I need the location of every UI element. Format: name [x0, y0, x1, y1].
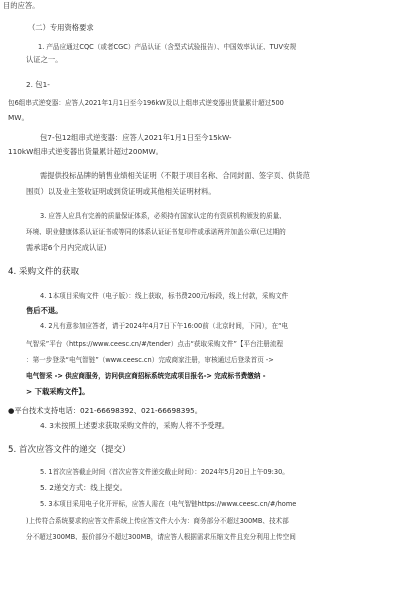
text-line: 认证之一。: [26, 55, 63, 64]
text-line: 围页）以及业主签收证明或到货证明或其他相关证明材料。: [26, 187, 216, 196]
text-line: )上传符合系统要求的应答文件系统上传应答文件大小为：商务部分不超过300MB、技术部: [26, 517, 289, 525]
text-line: 电气智采 -> 供应商服务，访问供应商招标系统完成项目报名-> 完成标书费缴纳 -: [26, 372, 266, 380]
text-line: 售后不退。: [26, 306, 63, 315]
section-heading: 4. 采购文件的获取: [8, 267, 80, 277]
text-line: 分不超过300MB、报价部分不超过300MB，请应答人根据需求压缩文件且充分利用上传空间: [26, 533, 296, 541]
text-line: 110kW组串式逆变器出货量累计超过200MW。: [8, 147, 163, 156]
section-subheading: （二）专用资格要求: [28, 23, 94, 32]
text-line: 包7-包12组串式逆变器：应答人2021年1月1日至今15kW-: [40, 133, 232, 142]
text-line: > 下载采购文件】。: [26, 387, 90, 396]
text-line: 需承诺6个月内完成认证): [26, 243, 107, 252]
text-line: 5. 1首次应答截止时间（首次应答文件递交截止时间）：2024年5月20日上午09:30。: [40, 468, 289, 476]
section-heading: 5. 首次应答文件的递交（提交）: [8, 445, 131, 455]
text-line: 需提供投标品牌的销售业绩相关证明（不限于项目名称、合同封面、签字页、供货范: [40, 171, 310, 180]
text-line: 包6组串式逆变器：应答人2021年1月1日至今196kW及以上组串式逆变器出货量累计超过500: [8, 99, 284, 107]
text-line: 4. 3未按照上述要求获取采购文件的，采购人将不予受理。: [40, 421, 230, 430]
text-line: 4. 2凡有意参加应答者，请于2024年4月7日下午16:00前（北京时间，下同），在“电: [40, 322, 289, 330]
text-line: 气智采”平台（https://www.ceesc.cn/#/tender）点击“获取采购文件”【平台注册流程: [26, 340, 284, 348]
text-line: 5. 3本项目采用电子化开评标，应答人需在（电气智链https://www.ceesc.cn/#/home: [40, 500, 297, 508]
text-line: 5. 2递交方式：线上提交。: [40, 483, 127, 492]
text-line: 2. 包1-: [26, 80, 50, 89]
text-line: 3. 应答人应具有完善的质量保证体系，必须持有国家认定的有资质机构颁发的质量、: [40, 212, 286, 220]
text-line: 1. 产品应通过CQC（或者CGC）产品认证（含型式试验报告）、中国效率认证、TUV安规: [38, 43, 297, 51]
text-line: MW。: [8, 113, 29, 122]
support-phone-line: ●平台技术支持电话：021-66698392、021-66698395。: [8, 406, 203, 415]
text-line: ：第一步登录“电气智链”（www.ceesc.cn）完成商家注册，审核通过后登录首页 ->: [26, 356, 274, 364]
text-line: 4. 1本项目采购文件（电子版）：线上获取，标书费200元/标段，线上付款，采购文件: [40, 292, 289, 300]
text-line: 环境、职业健康体系认证证书或等同的体系认证证书复印件或承诺两并加盖公章(已过期的: [26, 228, 286, 236]
text-line: 目的应答。: [3, 1, 40, 10]
